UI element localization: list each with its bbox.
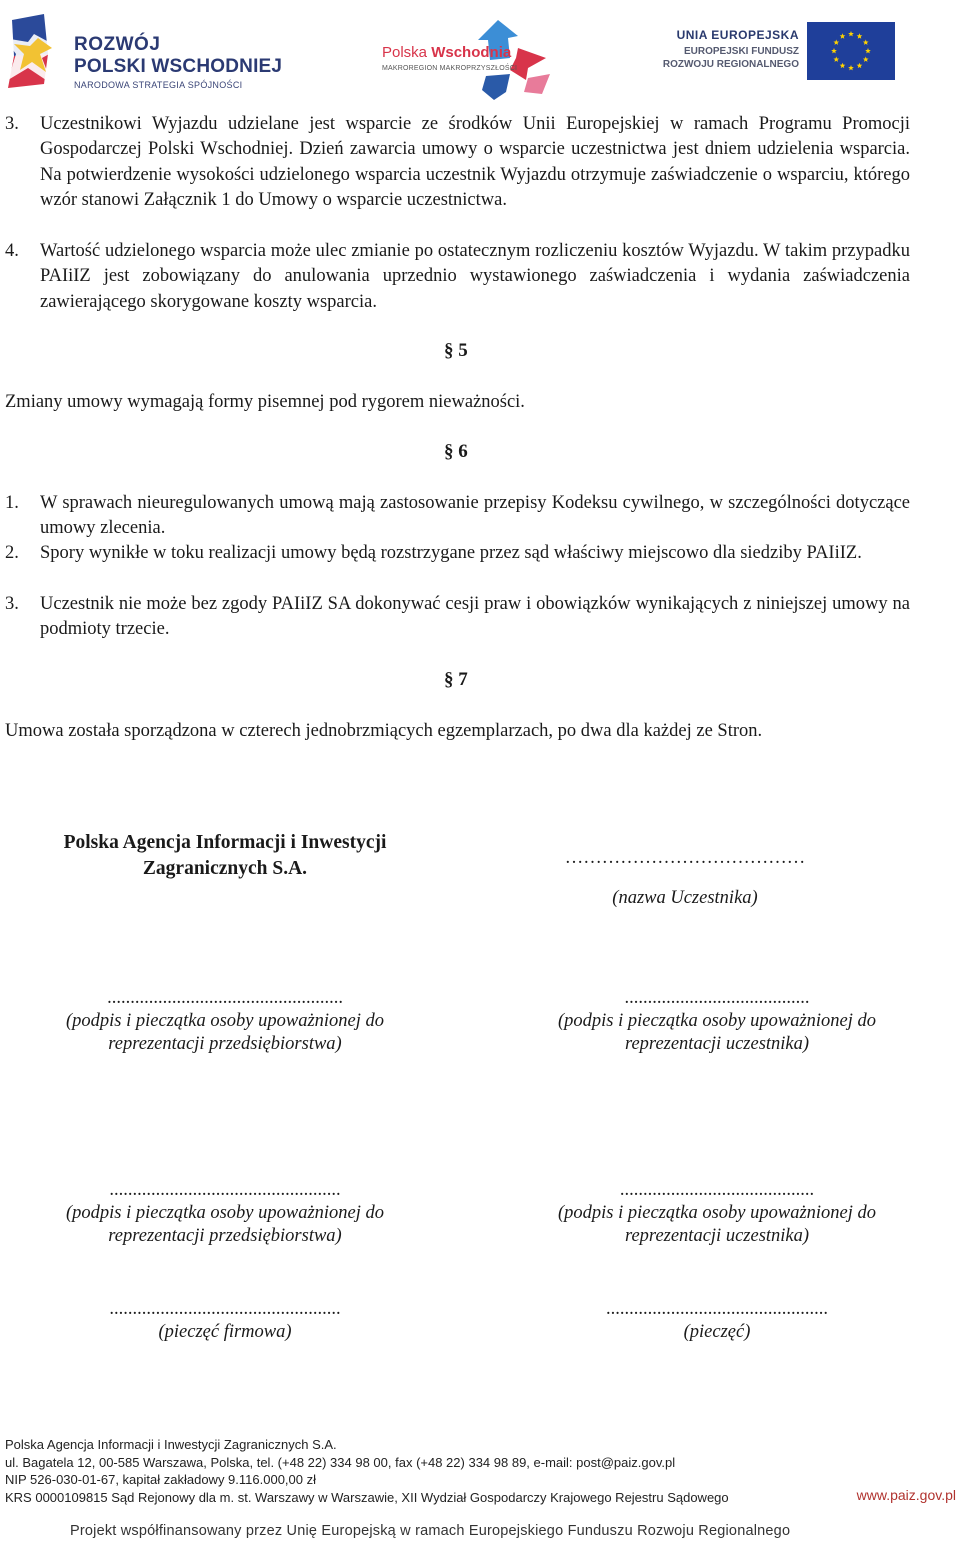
section-heading-5: § 5	[444, 340, 468, 361]
signature-caption: (podpis i pieczątka osoby upoważnionej do	[65, 1203, 385, 1223]
list-item	[5, 239, 910, 315]
logo-unia-europejska	[655, 22, 895, 84]
signature-caption: reprezentacji przedsiębiorstwa)	[108, 1226, 342, 1246]
item-number: 3.	[5, 594, 19, 614]
item-text: Spory wynikłe w toku realizacji umowy będą rozstrzygane przez sąd właściwy miejscowo dla siedziby PAIiIZ.	[40, 543, 862, 563]
party-right-block	[480, 847, 890, 910]
footer-address	[5, 1436, 729, 1506]
signature-caption: reprezentacji uczestnika)	[624, 1226, 810, 1246]
item-text: Uczestnik nie może bez zgody PAIiIZ SA dokonywać cesji praw i obowiązków wynikających z niniejszej umowy na podmioty trzecie.	[40, 594, 910, 640]
party-right-dots: …………………………………	[564, 848, 806, 868]
signature-left-1	[15, 987, 435, 1056]
item-number: 4.	[5, 241, 19, 261]
signature-right-1	[507, 987, 927, 1056]
signature-caption: reprezentacji uczestnika)	[624, 1034, 810, 1054]
signature-dots: ........................................	[624, 988, 810, 1008]
pw-brand-light: Polska	[382, 44, 432, 61]
stamp-dots: ..................................................	[109, 1299, 341, 1319]
ue-line3: ROZWOJU REGIONALNEGO	[662, 59, 799, 70]
pw-brand	[382, 44, 511, 61]
party-left-line1: Polska Agencja Informacji i Inwestycji	[63, 832, 387, 853]
party-left-line2: Zagranicznych S.A.	[142, 858, 308, 879]
list-item	[5, 491, 910, 542]
list-item	[5, 541, 910, 566]
ue-line2: EUROPEJSKI FUNDUSZ	[683, 46, 799, 57]
section-heading-7: § 7	[444, 669, 468, 690]
footer-website-link[interactable]: www.paiz.gov.pl	[856, 1487, 956, 1503]
stamp-dots: ................................................	[606, 1299, 828, 1319]
footer-line1: Polska Agencja Informacji i Inwestycji Zagranicznych S.A.	[5, 1437, 337, 1452]
logo-polska-wschodnia	[378, 18, 558, 103]
signature-right-2	[507, 1179, 927, 1248]
rpw-line3: NARODOWA STRATEGIA SPÓJNOŚCI	[74, 80, 243, 90]
rpw-emblem-icon	[4, 14, 66, 94]
footer-line3: NIP 526-030-01-67, kapitał zakładowy 9.116.000,00 zł	[5, 1472, 316, 1487]
signature-dots: ..........................................	[619, 1180, 815, 1200]
signature-dots: ..................................................	[109, 1180, 341, 1200]
stamp-caption: (pieczęć firmowa)	[158, 1322, 292, 1342]
section-heading-6: § 6	[444, 441, 468, 462]
rpw-line2: POLSKI WSCHODNIEJ	[74, 56, 283, 77]
party-left-name	[20, 830, 430, 882]
section5-text: Zmiany umowy wymagają formy pisemnej pod rygorem nieważności.	[5, 392, 525, 412]
pw-tagline: MAKROREGION MAKROPRZYSZŁOŚCI	[382, 65, 518, 72]
signature-caption: (podpis i pieczątka osoby upoważnionej do	[65, 1011, 385, 1031]
signature-dots: ...................................................	[107, 988, 343, 1008]
party-right-caption: (nazwa Uczestnika)	[612, 888, 758, 908]
item-text: W sprawach nieuregulowanych umową mają zastosowanie przepisy Kodeksu cywilnego, w szczególności dotyczące umowy zlecenia.	[40, 493, 910, 539]
pw-brand-bold: Wschodnia	[431, 44, 512, 61]
signature-caption: (podpis i pieczątka osoby upoważnionej do	[557, 1203, 877, 1223]
list-item	[5, 112, 910, 213]
stamp-right	[507, 1298, 927, 1344]
item-text: Uczestnikowi Wyjazdu udzielane jest wsparcie ze środków Unii Europejskiej w ramach Programu Promocji Gospodarczej Polski Wschodniej. Dzień zawarcia umowy o wsparcie uczestnictwa jest dniem udzielenia wsparcia. Na potwierdzenie wysokości udzielonego wsparcia uczestnik Wyjazdu otrzymuje zaświadczenie o wsparciu, którego wzór stanowi Załącznik 1 do Umowy o wsparcie uczestnictwa.	[40, 114, 910, 210]
item-number: 3.	[5, 114, 19, 134]
footer-line4: KRS 0000109815 Sąd Rejonowy dla m. st. Warszawy w Warszawie, XII Wydział Gospodarczy Krajowego Rejestru Sądowego	[5, 1489, 729, 1505]
signature-caption: reprezentacji przedsiębiorstwa)	[108, 1034, 342, 1054]
eu-flag-icon	[807, 22, 895, 80]
section7-text: Umowa została sporządzona w czterech jednobrzmiących egzemplarzach, po dwa dla każdej ze Stron.	[5, 721, 763, 741]
signature-caption: (podpis i pieczątka osoby upoważnionej do	[557, 1011, 877, 1031]
ue-line1: UNIA EUROPEJSKA	[676, 28, 799, 42]
item-number: 1.	[5, 493, 19, 513]
footer-line2: ul. Bagatela 12, 00-585 Warszawa, Polska, tel. (+48 22) 334 98 00, fax (+48 22) 334 98 89, e-mail: post@paiz.gov.pl	[5, 1454, 676, 1470]
item-number: 2.	[5, 543, 19, 563]
stamp-caption: (pieczęć)	[683, 1322, 751, 1342]
logo-rozwoj-polski-wschodniej	[4, 10, 294, 100]
footer-project-note: Projekt współfinansowany przez Unię Europejską w ramach Europejskiego Funduszu Rozwoju Regionalnego	[70, 1523, 791, 1539]
list-item	[5, 592, 910, 643]
item-text: Wartość udzielonego wsparcia może ulec zmianie po ostatecznym rozliczeniu kosztów Wyjazdu. W takim przypadku PAIiIZ jest zobowiązany do anulowania uprzednio wystawionego zaświadczenia i wydania zaświadczenia zawierającego skorygowane koszty wsparcia.	[40, 241, 910, 312]
signature-left-2	[15, 1179, 435, 1248]
stamp-left	[15, 1298, 435, 1344]
rpw-line1: ROZWÓJ	[74, 34, 161, 55]
